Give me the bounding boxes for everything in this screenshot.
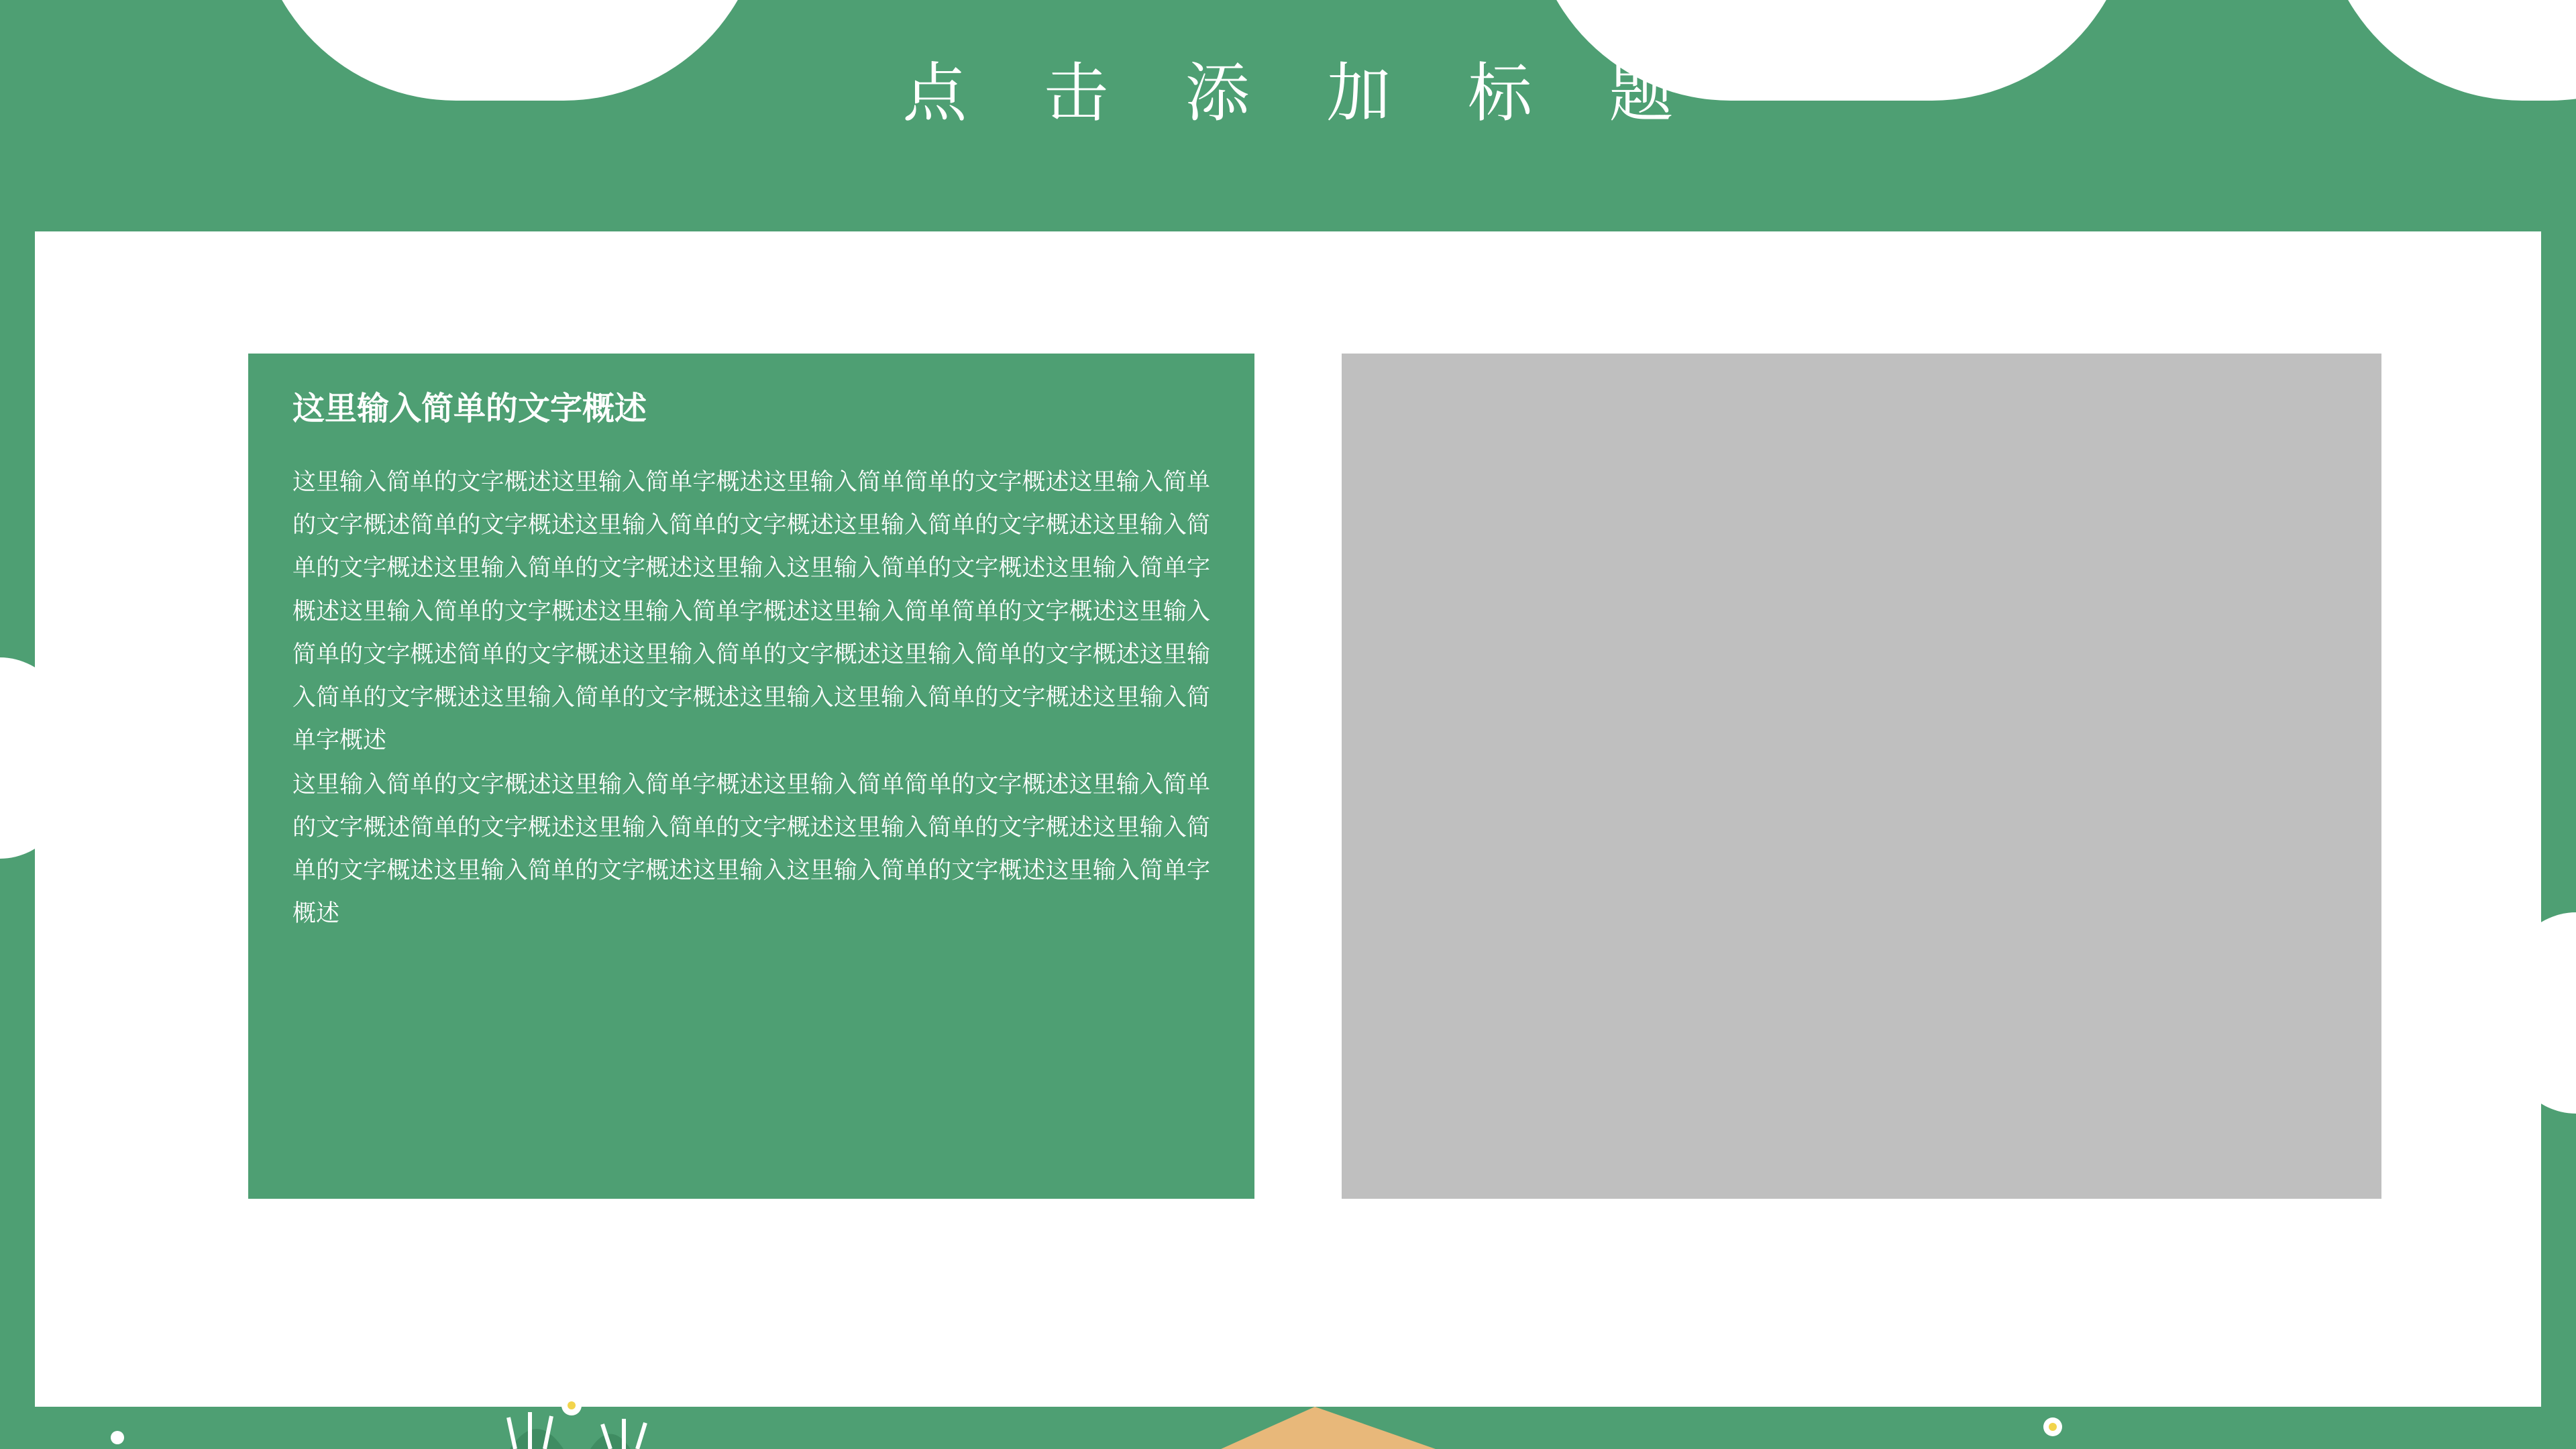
text-card-heading[interactable]: 这里输入简单的文字概述 <box>292 391 647 427</box>
text-card-paragraph-1[interactable]: 这里输入简单的文字概述这里输入简单字概述这里输入简单简单的文字概述这里输入简单的文字概述简单的文字概述这里输入简单的文字概述这里输入简单的文字概述这里输入简单的文字概述这里输入简单的文字概述这里输入这里输入简单的文字概述这里输入简单字概述这里输入简单的文字概述这里输入简单字概述这里输入简单简单的文字概述这里输入简单的文字概述简单的文字概述这里输入简单的文字概述这里输入简单的文字概述这里输入简单的文字概述这里输入简单的文字概述这里输入这里输入简单的文字概述这里输入简单字概述 <box>292 469 1210 753</box>
bottom-green-strip <box>0 1409 2576 1449</box>
text-card-paragraph-2[interactable]: 这里输入简单的文字概述这里输入简单字概述这里输入简单简单的文字概述这里输入简单的文字概述简单的文字概述这里输入简单的文字概述这里输入简单的文字概述这里输入简单的文字概述这里输入简单的文字概述这里输入这里输入简单的文字概述这里输入简单字概述 <box>292 771 1210 926</box>
right-green-border <box>2541 231 2576 1412</box>
page-title[interactable]: 点 击 添 加 标 题 <box>902 58 1703 129</box>
image-placeholder[interactable] <box>1342 354 2381 1199</box>
content-area <box>35 231 2541 1412</box>
text-card[interactable] <box>248 354 1254 1199</box>
